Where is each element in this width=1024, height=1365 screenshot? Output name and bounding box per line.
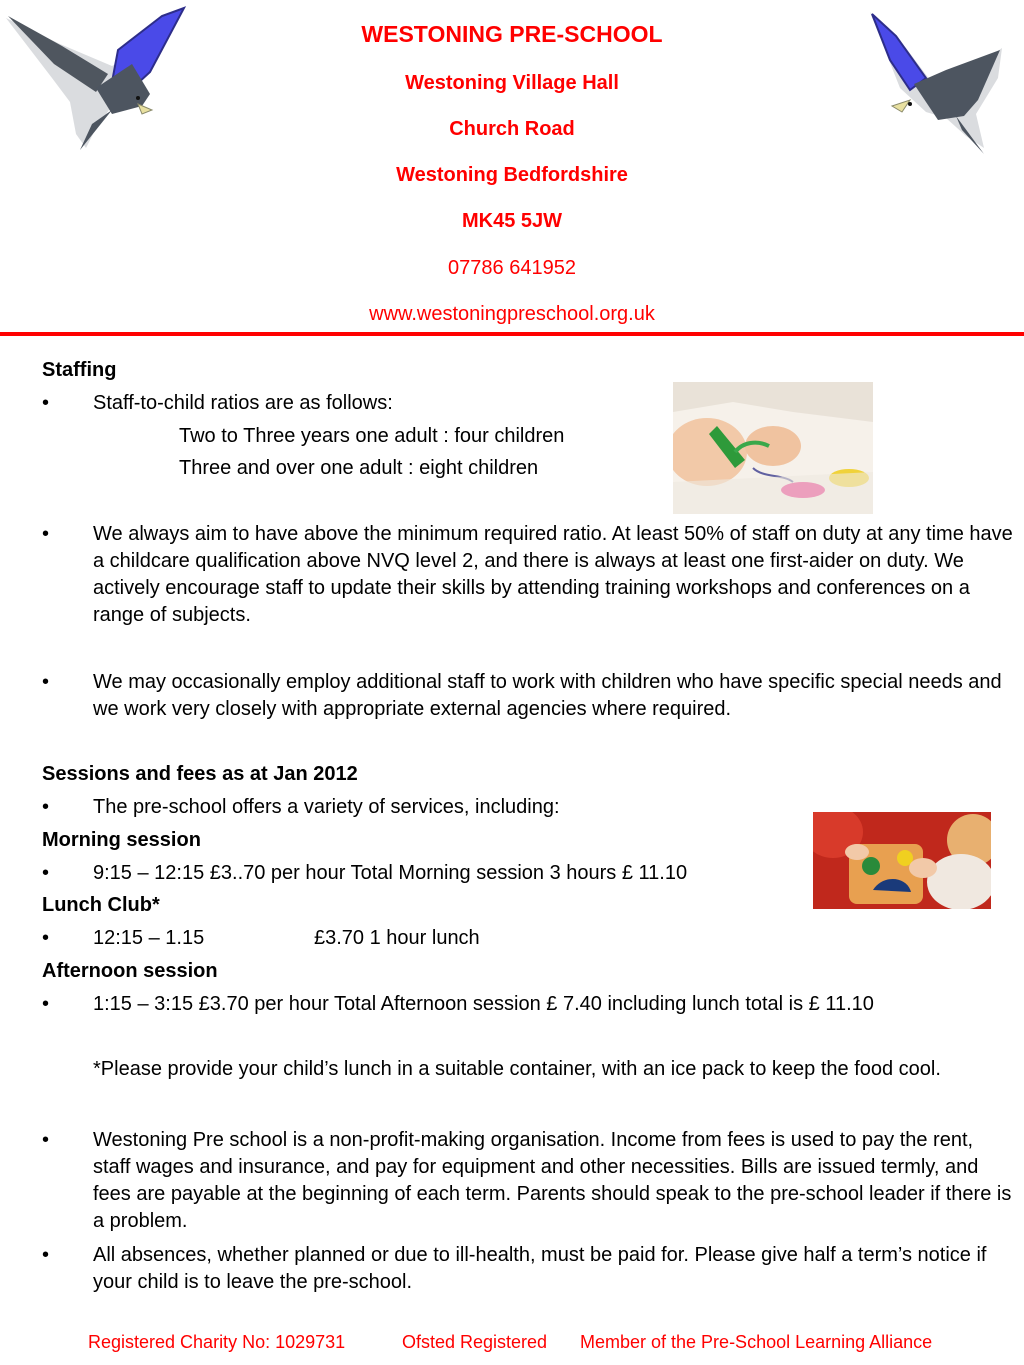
school-name: WESTONING PRE-SCHOOL xyxy=(361,21,663,47)
morning-session-fees: 9:15 – 12:15 £3..70 per hour Total Morning session 3 hours £ 11.10 xyxy=(93,862,688,884)
afternoon-session-heading: Afternoon session xyxy=(42,960,218,982)
lunch-container-note: *Please provide your child’s lunch in a suitable container, with an ice pack to keep the food cool. xyxy=(93,1058,941,1080)
sessions-intro: The pre-school offers a variety of services, including: xyxy=(93,796,560,818)
lunch-club-heading: Lunch Club* xyxy=(42,894,160,916)
afternoon-session-fees: 1:15 – 3:15 £3.70 per hour Total Afternoon session £ 7.40 including lunch total is £ 11.10 xyxy=(93,993,874,1015)
children-puzzle-photo xyxy=(813,812,991,909)
absences-policy: All absences, whether planned or due to ill-health, must be paid for. Please give half a term’s notice if your child is to leave the pre-school. xyxy=(93,1244,987,1293)
bullet: • xyxy=(42,1244,50,1266)
bullet: • xyxy=(42,1129,50,1151)
non-profit-statement: Westoning Pre school is a non-profit-making organisation. Income from fees is used to pay the rent, staff wages and insurance, and pay for equipment and other necessities. Bills are issued termly, and fees are payable at the beginning of each term. Parents should speak to the pre-school leader if there is a problem. xyxy=(93,1129,1012,1232)
additional-staff-policy: We may occasionally employ additional staff to work with children who have specific special needs and we work very closely with appropriate external agencies where required. xyxy=(93,671,1002,720)
staffing-ratios-intro: Staff-to-child ratios are as follows: xyxy=(93,392,393,414)
letterhead xyxy=(0,0,1024,336)
bullet: • xyxy=(42,392,50,414)
footer-ofsted: Ofsted Registered xyxy=(402,1332,548,1352)
lunch-club-time: 12:15 – 1.15 xyxy=(93,927,205,949)
morning-session-heading: Morning session xyxy=(42,829,201,851)
bullet: • xyxy=(42,523,50,545)
staffing-heading: Staffing xyxy=(42,359,117,381)
staffing-ratio-policy: We always aim to have above the minimum required ratio. At least 50% of staff on duty at any time have a childcare qualification above NVQ level 2, and there is always at least one first-aider on duty. We actively encourage staff to update their skills by attending training workshops and conferences on a range of subjects. xyxy=(93,523,1013,626)
postcode: MK45 5JW xyxy=(461,210,563,232)
website-link[interactable]: www.westoningpreschool.org.uk xyxy=(369,303,655,325)
sessions-heading: Sessions and fees as at Jan 2012 xyxy=(42,763,358,785)
bullet: • xyxy=(42,796,50,818)
ratio-three-and-over: Three and over one adult : eight children xyxy=(179,457,539,479)
bullet: • xyxy=(42,671,50,693)
lunch-club-price: £3.70 1 hour lunch xyxy=(314,927,480,949)
address-line-3: Westoning Bedfordshire xyxy=(396,164,628,186)
header-divider xyxy=(0,332,1024,336)
footer-membership: Member of the Pre-School Learning Alliance xyxy=(580,1332,933,1352)
address-line-1: Westoning Village Hall xyxy=(405,72,619,94)
children-drawing-photo xyxy=(673,382,873,514)
bullet: • xyxy=(42,927,50,949)
phone-number: 07786 641952 xyxy=(448,257,576,279)
bullet: • xyxy=(42,993,50,1015)
ratio-two-to-three: Two to Three years one adult : four children xyxy=(179,425,565,447)
footer-charity-number: Registered Charity No: 1029731 xyxy=(88,1332,346,1352)
bullet: • xyxy=(42,862,50,884)
address-line-2: Church Road xyxy=(449,118,575,140)
